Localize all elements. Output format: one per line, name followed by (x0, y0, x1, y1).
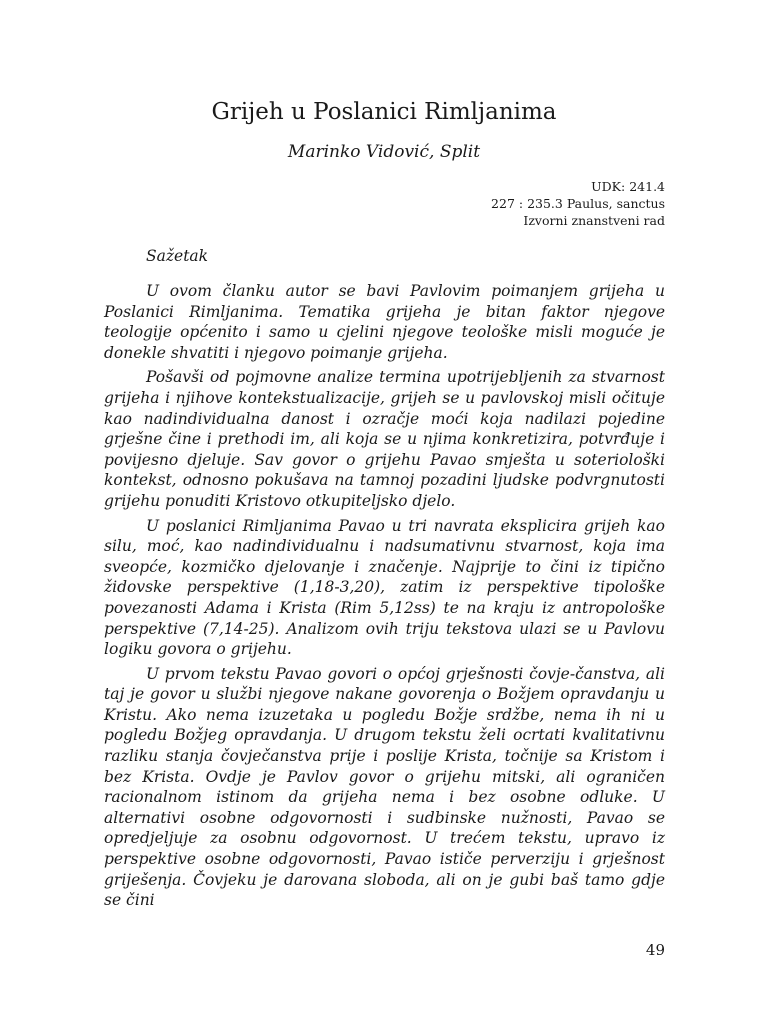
abstract-paragraph: Pošavši od pojmovne analize termina upotrijebljenih za stvarnost grijeha i njihove kontekstualizacije, grijeh se u pavlovskoj misli očituje kao nadindividualna danost i ozračje moći koja nadilazi pojedine grješne čine i prethodi im, ali koja se u njima konkretizira, potvrđuje i povijesno djeluje. Sav govor o grijehu Pavao smješta u soteriološki kontekst, odnosno pokušava na tamnoj pozadini ljudske podvrgnutosti grijehu ponuditi Kristovo otkupiteljsko djelo. (104, 368, 665, 510)
abstract-body (104, 281, 665, 915)
article-type: Izvorni znanstveni rad (523, 213, 665, 228)
udk-code: UDK: 241.4 (591, 179, 665, 194)
subject-code: 227 : 235.3 Paulus, sanctus (491, 196, 665, 211)
abstract-paragraph: U ovom članku autor se bavi Pavlovim poimanjem grijeha u Poslanici Rimljanima. Tematika grijeha je bitan faktor njegove teologije općenito i samo u cjelini njegove teološke misli moguće je donekle shvatiti i njegovo poimanje grijeha. (104, 282, 665, 362)
classification-block (491, 178, 665, 229)
article-author: Marinko Vidović, Split (287, 142, 481, 162)
abstract-paragraph: U poslanici Rimljanima Pavao u tri navrata eksplicira grijeh kao silu, moć, kao nadindividualnu i nadsumativnu stvarnost, koja ima sveopće, kozmičko djelovanje i značenje. Najprije to čini iz tipično židovske perspektive (1,18-3,20), zatim iz perspektive tipološke povezanosti Adama i Krista (Rim 5,12ss) te na kraju iz antropološke perspektive (7,14-25). Analizom ovih triju tekstova ulazi se u Pavlovu logiku govora o grijehu. (104, 516, 665, 659)
page-number: 49 (645, 941, 665, 959)
article-title: Grijeh u Poslanici Rimljanima (211, 99, 557, 125)
abstract-heading: Sažetak (146, 247, 209, 265)
abstract-paragraph: U prvom tekstu Pavao govori o općoj grješnosti čovje-čanstva, ali taj je govor u službi njegove nakane govorenja o Božjem opravdanju u Kristu. Ako nema izuzetaka u pogledu Božje srdžbe, nema ih ni u pogledu Božjeg opravdanja. U drugom tekstu želi ocrtati kvalitativnu razliku stanja čovječanstva prije i poslije Krista, točnije sa Kristom i bez Krista. Ovdje je Pavlov govor o grijehu mitski, ali ograničen racionalnom istinom da grijeha nema i bez osobne odluke. U alternativi osobne odgovornosti i sudbinske nužnosti, Pavao se opredjeljuje za osobnu odgovornost. U trećem tekstu, upravo iz perspektive osobne odgovornosti, Pavao ističe perverziju i grješnost griješenja. Čovjeku je darovana sloboda, ali on je gubi baš tamo gdje se čini (104, 664, 665, 910)
